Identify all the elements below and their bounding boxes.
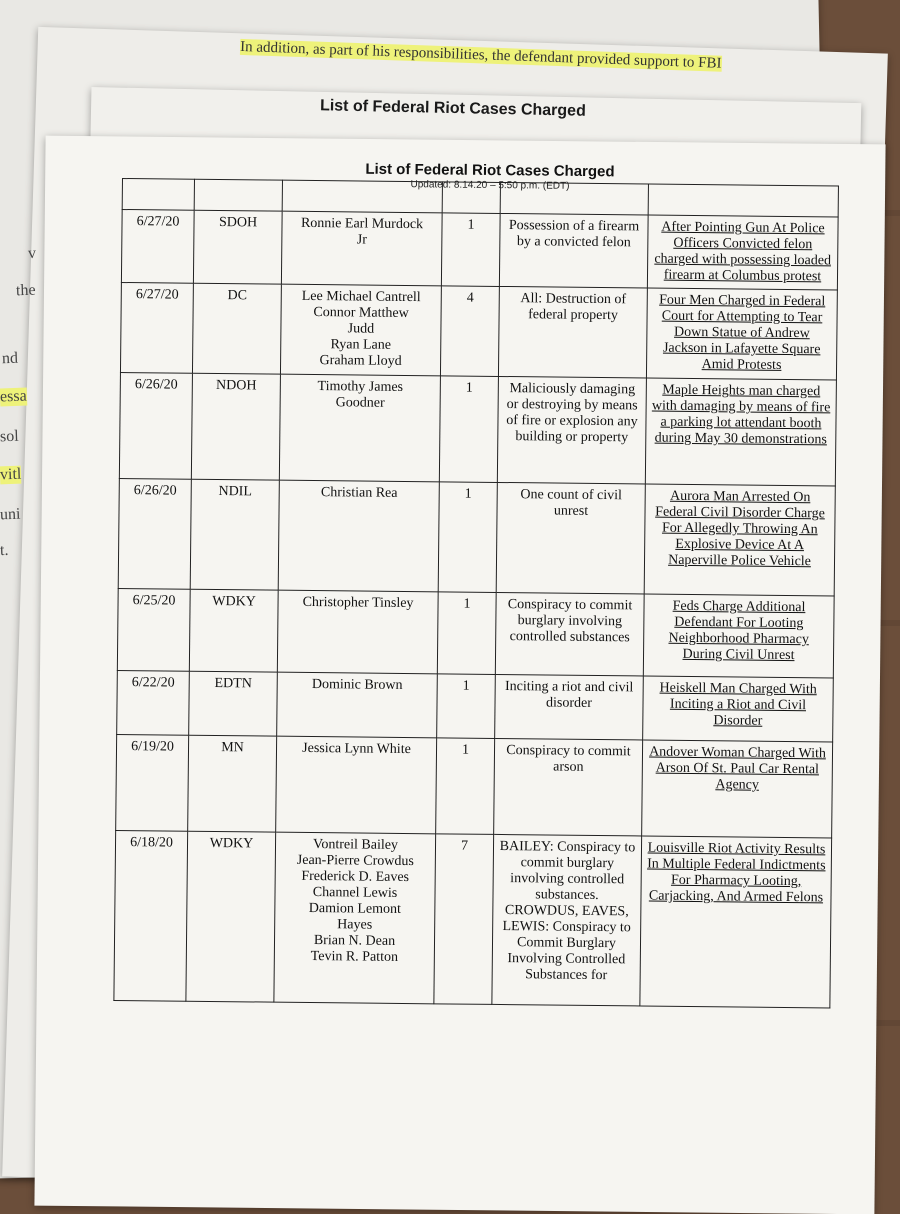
defendant-names-cell [274,832,436,1004]
count-cell: 1 [437,674,496,739]
count-cell: 1 [439,376,498,483]
press-release-link[interactable]: Four Men Charged in Federal Court for Attempting to Tear Down Statue of Andrew Jackson in Lafayette Square Amid Protests [659,292,826,373]
left-fragment: uni [0,505,21,524]
press-release-cell [647,215,838,290]
riot-cases-table-wrap [113,178,838,1008]
press-release-cell [644,484,835,596]
charge-cell: All: Destruction of federal property [498,286,647,378]
charge-cell: BAILEY: Conspiracy to commit burglary involving controlled substances. CROWDUS, EAVES, LEWIS: Conspiracy to Commit Burglary Involving Controlled Substances for [492,834,642,1006]
district-cell: NDIL [190,479,279,590]
press-release-link[interactable]: After Pointing Gun At Police Officers Convicted felon charged with possessing loaded firearm at Columbus protest [654,219,832,285]
defendant-names-cell [278,480,439,592]
defendant-names-cell [276,736,437,834]
table-row [117,588,834,677]
updated-timestamp: Updated: 8.14.20 – 5:50 p.m. (EDT) [410,179,570,192]
press-release-link[interactable]: Feds Charge Additional Defendant For Looting Neighborhood Pharmacy During Civil Unrest [668,598,809,664]
defendant-name: Dominic Brown [311,677,403,693]
highlighted-line: In addition, as part of his responsibilities, the defendant provided support to FBI [239,38,722,72]
press-release-cell [646,288,837,380]
page-title: List of Federal Riot Cases Charged [365,160,615,181]
defendant-name: Connor Matthew [313,305,409,322]
table-row [117,670,834,741]
table-row [120,282,837,379]
count-cell: 1 [437,592,496,675]
charge-cell: Conspiracy to commit arson [494,738,643,836]
defendant-name: Judd [347,321,375,337]
press-release-cell [642,740,833,838]
left-fragment: v [27,244,37,263]
defendant-name: Graham Lloyd [319,353,402,369]
defendant-name: Channel Lewis [312,885,398,901]
defendant-names-cell [280,284,441,376]
charge-cell: Conspiracy to commit burglary involving controlled substances [495,592,644,676]
district-cell: WDKY [189,589,278,672]
header-cell [500,182,648,215]
table-row [119,372,836,485]
district-cell: NDOH [191,373,280,480]
defendant-name: Lee Michael Cantrell [301,288,421,306]
defendant-name: Ryan Lane [330,337,392,353]
left-fragment: vitl [0,465,22,484]
district-cell: EDTN [189,671,278,736]
date-cell: 6/18/20 [114,830,188,1001]
count-cell: 7 [434,834,494,1005]
header-cell [122,179,194,211]
left-fragment: nd [1,349,19,368]
left-fragment: t. [0,541,9,560]
defendant-name: Brian N. Dean [313,933,396,949]
date-cell: 6/27/20 [121,210,194,284]
header-cell [194,179,282,211]
date-cell: 6/25/20 [117,588,190,671]
press-release-link[interactable]: Louisville Riot Activity Results In Multiple Federal Indictments For Pharmacy Looting, Carjacking, And Armed Felons [647,840,826,906]
left-fragment: sol [0,427,19,446]
defendant-name: Damion Lemont [308,900,402,917]
table-row [116,734,833,837]
defendant-name: Christopher Tinsley [302,594,414,612]
date-cell: 6/26/20 [119,372,192,479]
date-cell: 6/26/20 [118,478,191,589]
press-release-link[interactable]: Heiskell Man Charged With Inciting a Riot and Civil Disorder [659,680,817,729]
press-release-cell [643,676,834,742]
defendant-names-cell [277,590,438,674]
left-fragment: essa [0,387,27,406]
defendant-name: Goodner [335,395,385,411]
district-cell: MN [188,735,277,832]
defendant-name: Frederick D. Eaves [301,868,410,886]
defendant-name: Hayes [337,917,373,933]
header-cell [442,182,500,214]
count-cell: 1 [436,738,495,835]
defendant-name: Jean-Pierre Crowdus [296,852,414,870]
defendant-name: Christian Rea [320,485,398,501]
press-release-cell [645,378,836,486]
district-cell: DC [192,283,281,374]
table-row [114,830,832,1007]
defendant-name: Vontreil Bailey [312,837,399,853]
charge-cell: Inciting a riot and civil disorder [495,674,644,740]
district-cell: SDOH [193,210,282,284]
press-release-cell [643,594,834,678]
defendant-name: Jr [356,232,368,248]
defendant-names-cell [281,211,442,286]
press-release-link[interactable]: Maple Heights man charged with damaging by means of fire a parking lot attendant booth during May 30 demonstrations [651,382,831,448]
count-cell: 1 [438,482,497,593]
count-cell: 4 [440,286,499,377]
defendant-names-cell [277,672,438,738]
defendant-name: Jessica Lynn White [302,740,411,758]
date-cell: 6/27/20 [120,282,193,373]
date-cell: 6/22/20 [117,670,190,735]
charge-cell: Possession of a firearm by a convicted felon [499,213,648,288]
date-cell: 6/19/20 [116,734,189,831]
header-cell [282,180,442,213]
table-row [118,478,835,595]
defendant-name: Timothy James [317,379,404,395]
header-cell [648,184,838,217]
table-row [121,210,838,290]
charge-cell: One count of civil unrest [496,482,645,594]
press-release-link[interactable]: Andover Woman Charged With Arson Of St. Paul Car Rental Agency [649,744,826,793]
press-release-link[interactable]: Aurora Man Arrested On Federal Civil Disorder Charge For Allegedly Throwing An Explosive Device At A Naperville Police Vehicle [655,488,825,570]
background-page-title: List of Federal Riot Cases Charged [319,97,587,120]
riot-cases-table [113,178,839,1008]
charge-cell: Maliciously damaging or destroying by means of fire or explosion any building or property [497,376,646,484]
left-fragment: the [15,281,36,300]
defendant-name: Ronnie Earl Murdock [300,215,424,233]
defendant-names-cell [279,374,440,482]
press-release-cell [640,836,832,1008]
defendant-name: Tevin R. Patton [310,949,399,965]
count-cell: 1 [441,213,500,287]
district-cell: WDKY [186,831,276,1002]
